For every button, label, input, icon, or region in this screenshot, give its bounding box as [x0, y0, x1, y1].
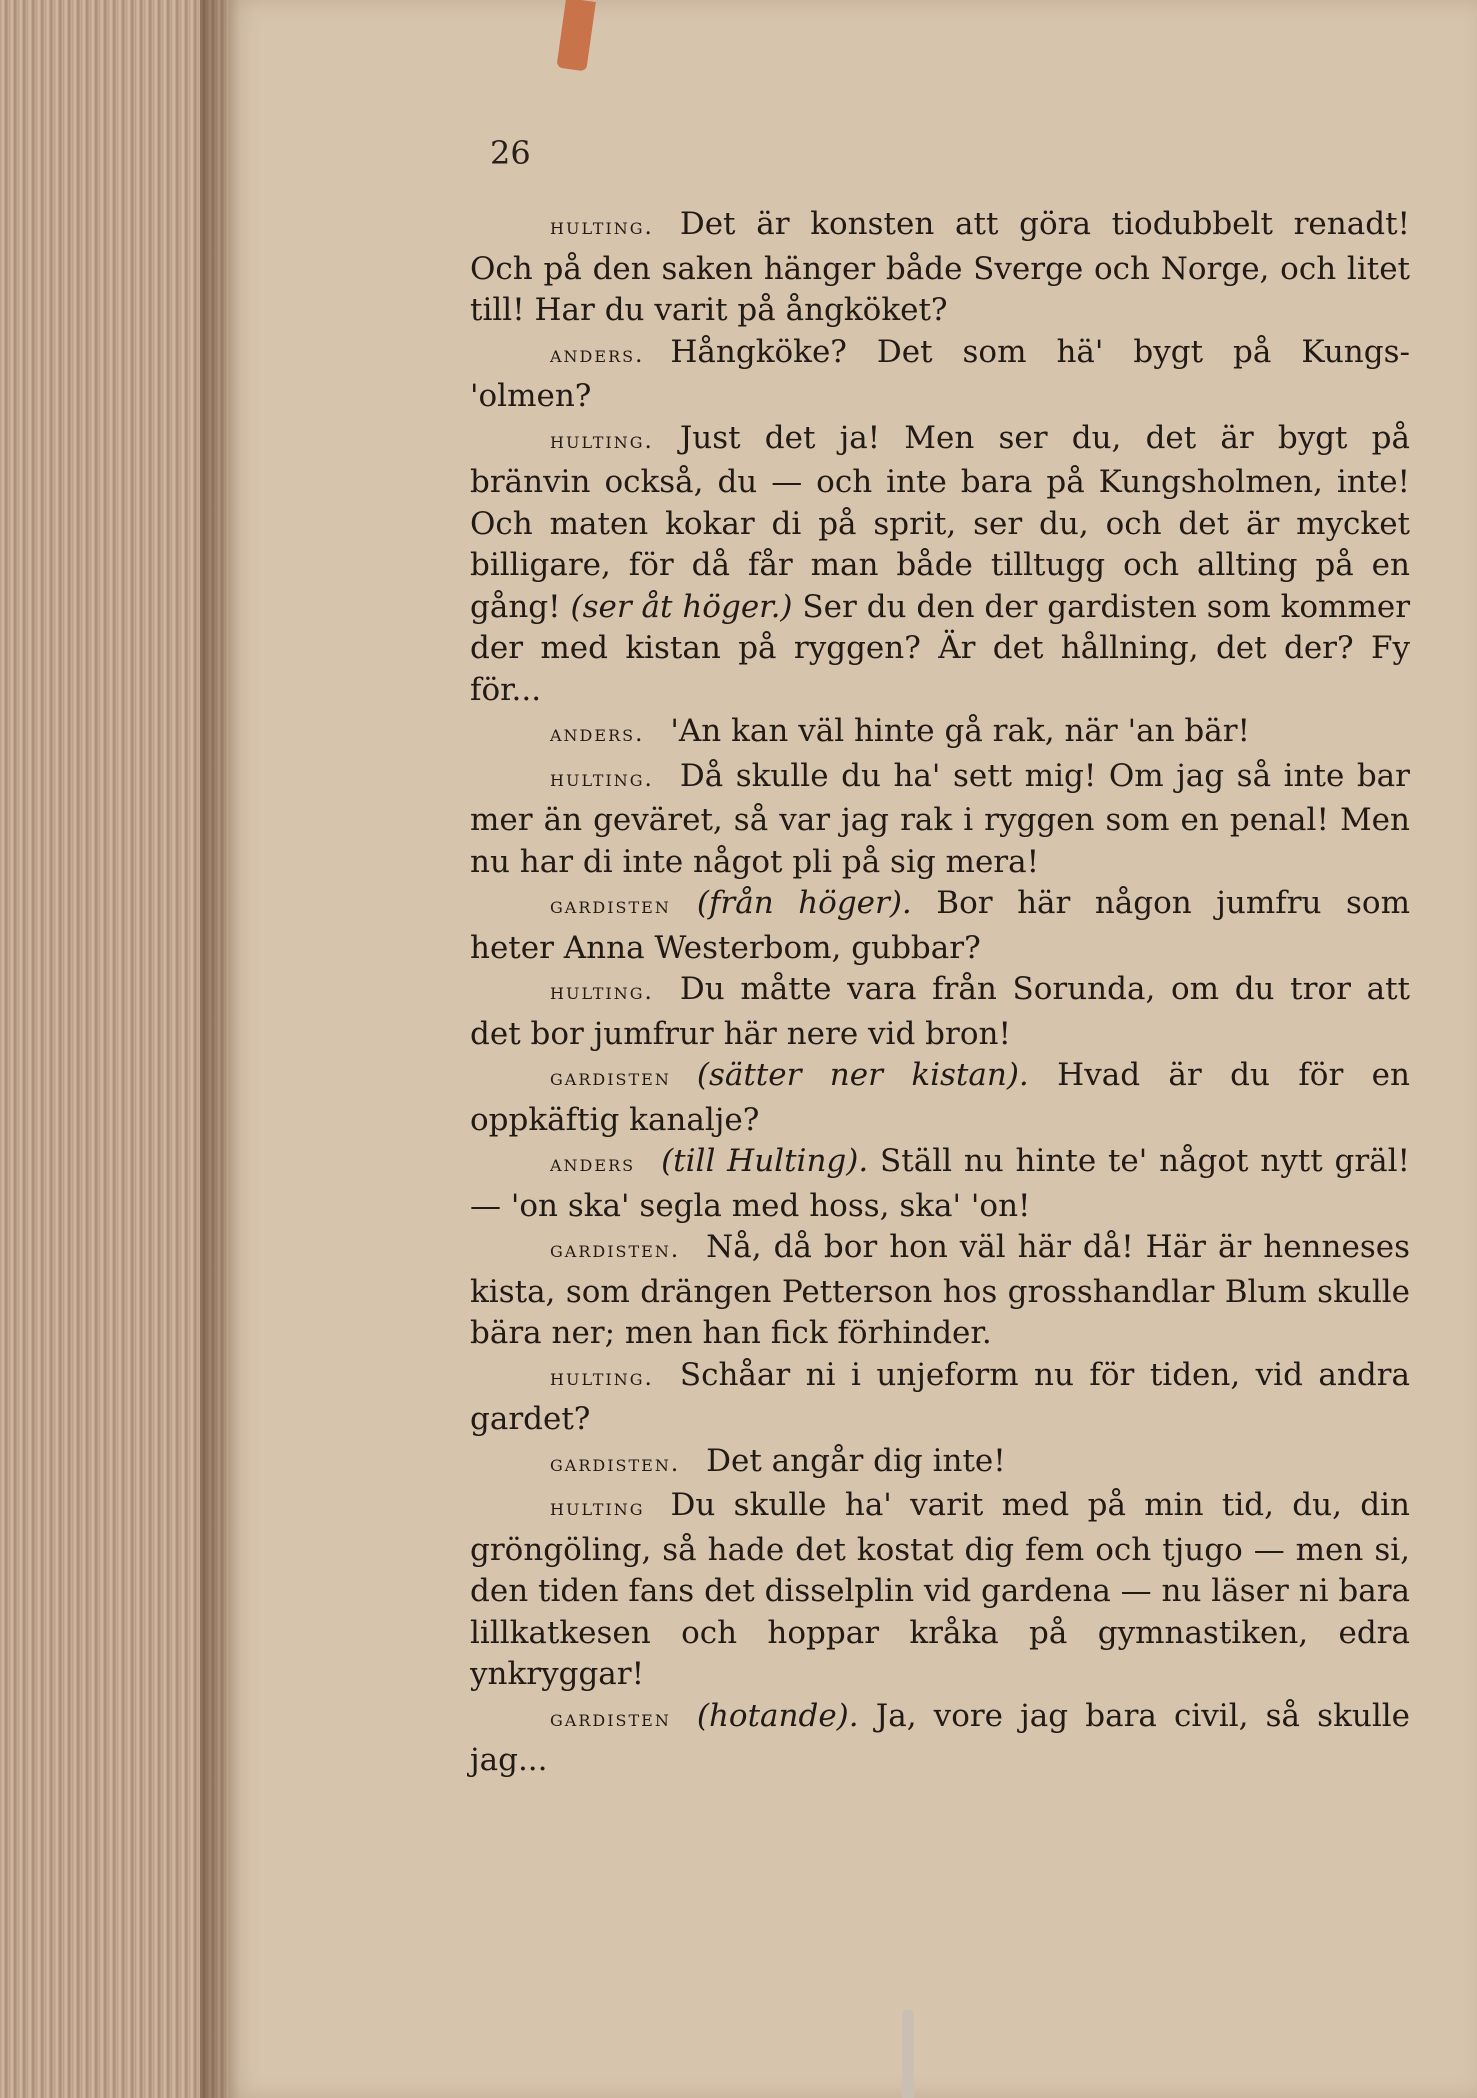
speech-12	[470, 1441, 1410, 1486]
speech-text-continued: Ser du den der gardisten som kommer der med kistan på ryggen? Är det hållning, det der? Fy för...	[470, 588, 1411, 708]
speaker: gardisten	[550, 1065, 671, 1091]
speaker: hulting.	[550, 979, 654, 1005]
speech-text: Hångköke? Det som hä' bygt på Kungs-'olmen?	[470, 333, 1410, 414]
speech-10	[470, 1227, 1410, 1355]
speech-2	[470, 332, 1410, 418]
speaker: anders	[550, 1151, 636, 1177]
speech-11	[470, 1355, 1410, 1441]
speech-text: Schåar ni i unjeform nu för tiden, vid andra gardet?	[470, 1356, 1410, 1437]
speaker: hulting	[550, 1495, 645, 1521]
speech-14	[470, 1696, 1410, 1782]
speech-text: Du måtte vara från Sorunda, om du tror att det bor jumfrur här nere vid bron!	[470, 971, 1410, 1052]
speech-text: Ja, vore jag bara civil, så skulle jag...	[470, 1697, 1410, 1778]
speaker: hulting.	[550, 427, 654, 454]
play-text	[470, 204, 1410, 1782]
speech-text: Nå, då bor hon väl här då! Här är henneses kista, som drängen Petterson hos grosshandlar Blum skulle bära ner; men han fick förhinder.	[470, 1229, 1410, 1351]
speech-5	[470, 756, 1410, 884]
speech-1	[470, 204, 1410, 332]
speech-4	[470, 711, 1410, 756]
speech-text: Det angår dig inte!	[706, 1442, 1006, 1479]
speech-text: Du skulle ha' varit med på min tid, du, din gröngöling, så hade det kostat dig fem och tjugo — men si, den tiden fans det disselplin vid gardena — nu läser ni bara lillkatkesen och hoppar kråka på gymnastiken, edra ynkryggar!	[470, 1487, 1410, 1692]
speaker: gardisten.	[550, 1237, 681, 1263]
speaker: anders.	[550, 341, 645, 368]
page-number: 26	[490, 134, 531, 172]
stage-direction: (sätter ner kistan).	[696, 1057, 1029, 1093]
speaker: gardisten	[550, 1705, 671, 1732]
speech-9	[470, 1141, 1410, 1227]
speaker: hulting.	[550, 214, 654, 240]
speech-6	[470, 883, 1410, 969]
speaker: hulting.	[550, 765, 654, 792]
book-page-edges	[0, 0, 230, 2098]
speech-13	[470, 1485, 1410, 1696]
speech-text: Bor här någon jumfru som heter Anna Westerbom, gubbar?	[470, 885, 1410, 966]
speech-text: Just det ja! Men ser du, det är bygt på bränvin också, du — och inte bara på Kungsholmen, inte! Och maten kokar di på sprit, ser du, och det är mycket billigare, för då får man både tilltugg och allting på en gång!	[470, 419, 1410, 625]
stage-direction: (ser åt höger.)	[570, 588, 793, 625]
stage-direction: (till Hulting).	[661, 1143, 869, 1179]
speaker: hulting.	[550, 1364, 654, 1391]
stage-direction: (från höger).	[696, 885, 912, 921]
speaker: gardisten	[550, 893, 671, 919]
speaker: gardisten.	[550, 1450, 681, 1477]
speech-text: Ställ nu hinte te' något nytt gräl! — 'on ska' segla med hoss, ska' 'on!	[470, 1143, 1410, 1224]
speech-3	[470, 418, 1410, 712]
speech-text: Hvad är du för en oppkäftig kanalje?	[470, 1057, 1410, 1138]
speech-8	[470, 1055, 1410, 1141]
bookmark-ribbon-bottom	[902, 2010, 914, 2098]
speaker: anders.	[550, 721, 645, 747]
gutter-shadow	[200, 0, 240, 2098]
speech-text: 'An kan väl hinte gå rak, när 'an bär!	[670, 713, 1250, 749]
speech-text: Då skulle du ha' sett mig! Om jag så inte bar mer än geväret, så var jag rak i ryggen som en penal! Men nu har di inte något pli på sig mera!	[470, 757, 1410, 880]
speech-text: Det är konsten att göra tiodubbelt renadt! Och på den saken hänger både Sverge och Norge, och litet till! Har du varit på ångköket?	[470, 206, 1410, 328]
speech-7	[470, 969, 1410, 1055]
stage-direction: (hotande).	[696, 1697, 859, 1734]
